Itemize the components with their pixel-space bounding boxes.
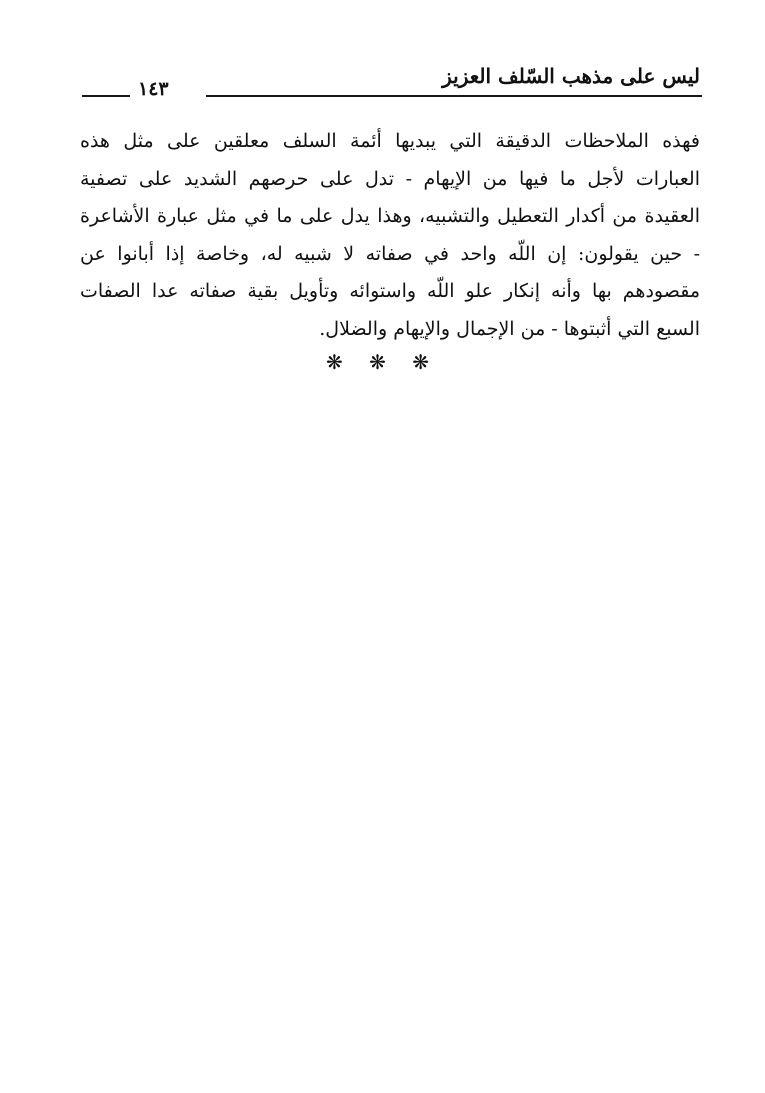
body-paragraph [80, 123, 700, 348]
text-line: العقيدة من أكدار التعطيل والتشبيه، وهذا يدل على ما في مثل عبارة الأشاعرة [80, 205, 700, 227]
running-title: ليس على مذهب السّلف العزيز [442, 64, 700, 88]
header-rule [206, 95, 702, 97]
page-header [82, 58, 702, 102]
section-ornament: ❋ ❋ ❋ [326, 350, 439, 374]
text-line: مقصودهم بها وأنه إنكار علو اللّه واستوائه وتأويل بقية صفاته عدا الصفات [80, 280, 700, 302]
text-line: فهذه الملاحظات الدقيقة التي يبديها أئمة السلف معلقين على مثل هذه [80, 130, 700, 152]
text-line: السبع التي أثبتوها - من الإجمال والإيهام والضلال. [319, 317, 700, 340]
text-line: العبارات لأجل ما فيها من الإيهام - تدل على حرصهم الشديد على تصفية [80, 167, 700, 190]
header-rule-short [82, 95, 130, 97]
page-number: ١٤٣ [138, 78, 169, 100]
text-line: - حين يقولون: إن اللّه واحد في صفاته لا شبيه له، وخاصة إذا أبانوا عن [80, 242, 700, 265]
